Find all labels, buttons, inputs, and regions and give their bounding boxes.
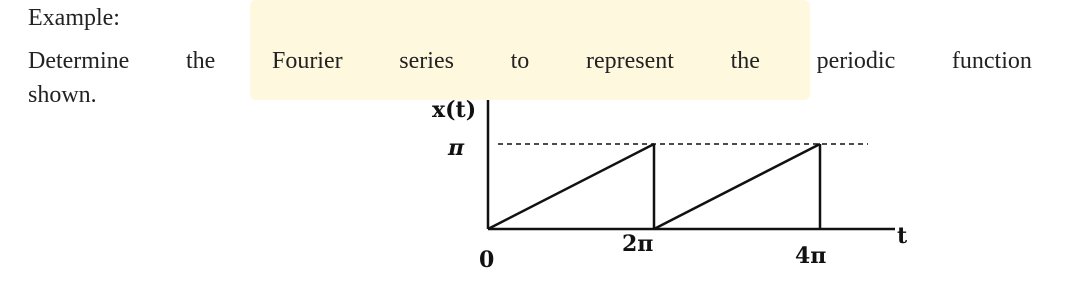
- problem-word: to: [510, 48, 530, 74]
- example-heading: Example:: [28, 5, 120, 31]
- problem-word: periodic: [816, 48, 896, 74]
- problem-word: the: [730, 48, 760, 74]
- tick-2pi-label: 2π: [622, 231, 654, 257]
- origin-label: 0: [479, 247, 495, 273]
- problem-statement-line-2: shown.: [28, 82, 97, 108]
- problem-word: Determine: [28, 48, 130, 74]
- sawtooth-ramp-segment: [654, 144, 820, 229]
- problem-word: Fourier: [271, 48, 343, 74]
- problem-word: represent: [585, 48, 674, 74]
- peak-value-label: π: [448, 135, 465, 161]
- y-axis-label: x(t): [432, 97, 477, 123]
- problem-word: series: [399, 48, 454, 74]
- sawtooth-ramp-segment: [488, 144, 654, 229]
- problem-word: the: [185, 48, 216, 74]
- tick-4pi-label: 4π: [795, 243, 827, 269]
- problem-word: function: [951, 48, 1032, 74]
- x-axis-label: t: [897, 223, 908, 249]
